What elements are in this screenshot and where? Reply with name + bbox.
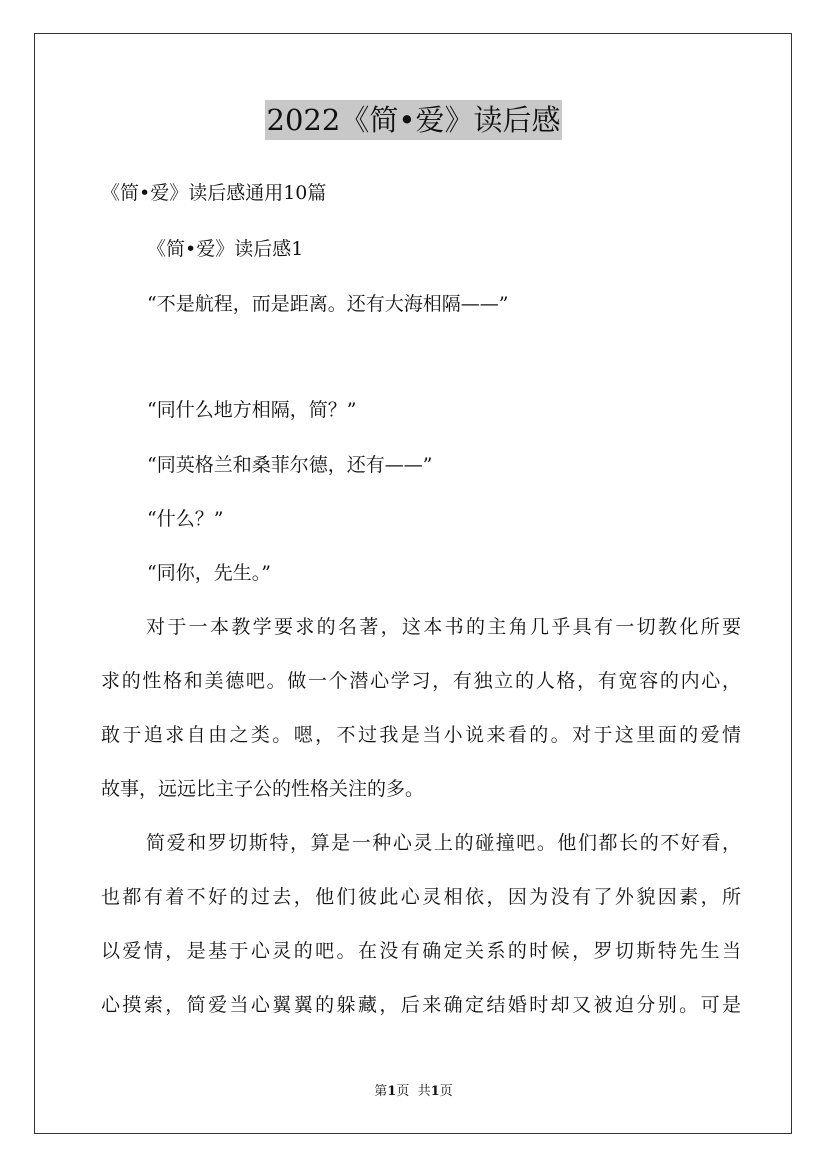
paragraph-line: 简爱和罗切斯特，算是一种心灵上的碰撞吧。他们都长的不好看，: [146, 832, 741, 854]
page-number: 1: [387, 1084, 397, 1099]
total-pages: 1: [430, 1084, 440, 1099]
dialogue-line: “什么？”: [147, 508, 224, 530]
total-label-prefix: 共: [417, 1084, 431, 1099]
document-subtitle: 《简•爱》读后感通用10篇: [101, 182, 327, 204]
dialogue-line: “同你，先生。”: [147, 562, 271, 584]
section-heading: 《简•爱》读后感1: [147, 238, 304, 260]
paragraph-line: 求的性格和美德吧。做一个潜心学习，有独立的人格，有宽容的内心，: [101, 670, 741, 692]
title-container: [0, 100, 827, 140]
dialogue-line: “不是航程，而是距离。还有大海相隔——”: [147, 293, 509, 315]
paragraph-1: [101, 615, 741, 831]
page-footer: [0, 1084, 827, 1100]
paragraph-line: 也都有着不好的过去，他们彼此心灵相依，因为没有了外貌因素，所: [101, 886, 741, 908]
paragraph-line: 敢于追求自由之类。嗯，不过我是当小说来看的。对于这里面的爱情: [101, 724, 741, 746]
page-label-suffix: 页: [396, 1084, 410, 1099]
paragraph-line: 对于一本教学要求的名著，这本书的主角几乎具有一切教化所要: [146, 616, 741, 638]
total-label-suffix: 页: [439, 1084, 453, 1099]
dialogue-line: “同什么地方相隔，简？”: [147, 399, 357, 421]
page-label-prefix: 第: [374, 1084, 388, 1099]
paragraph-line: 故事，远远比主子公的性格关注的多。: [101, 778, 425, 800]
dialogue-line: “同英格兰和桑菲尔德，还有——”: [147, 454, 433, 476]
document-title: 2022《简•爱》读后感: [265, 100, 563, 140]
paragraph-line: 心摸索，简爱当心翼翼的躲藏，后来确定结婚时却又被迫分别。可是: [101, 994, 741, 1016]
paragraph-line: 以爱情，是基于心灵的吧。在没有确定关系的时候，罗切斯特先生当: [101, 940, 741, 962]
paragraph-2: [101, 831, 741, 1047]
